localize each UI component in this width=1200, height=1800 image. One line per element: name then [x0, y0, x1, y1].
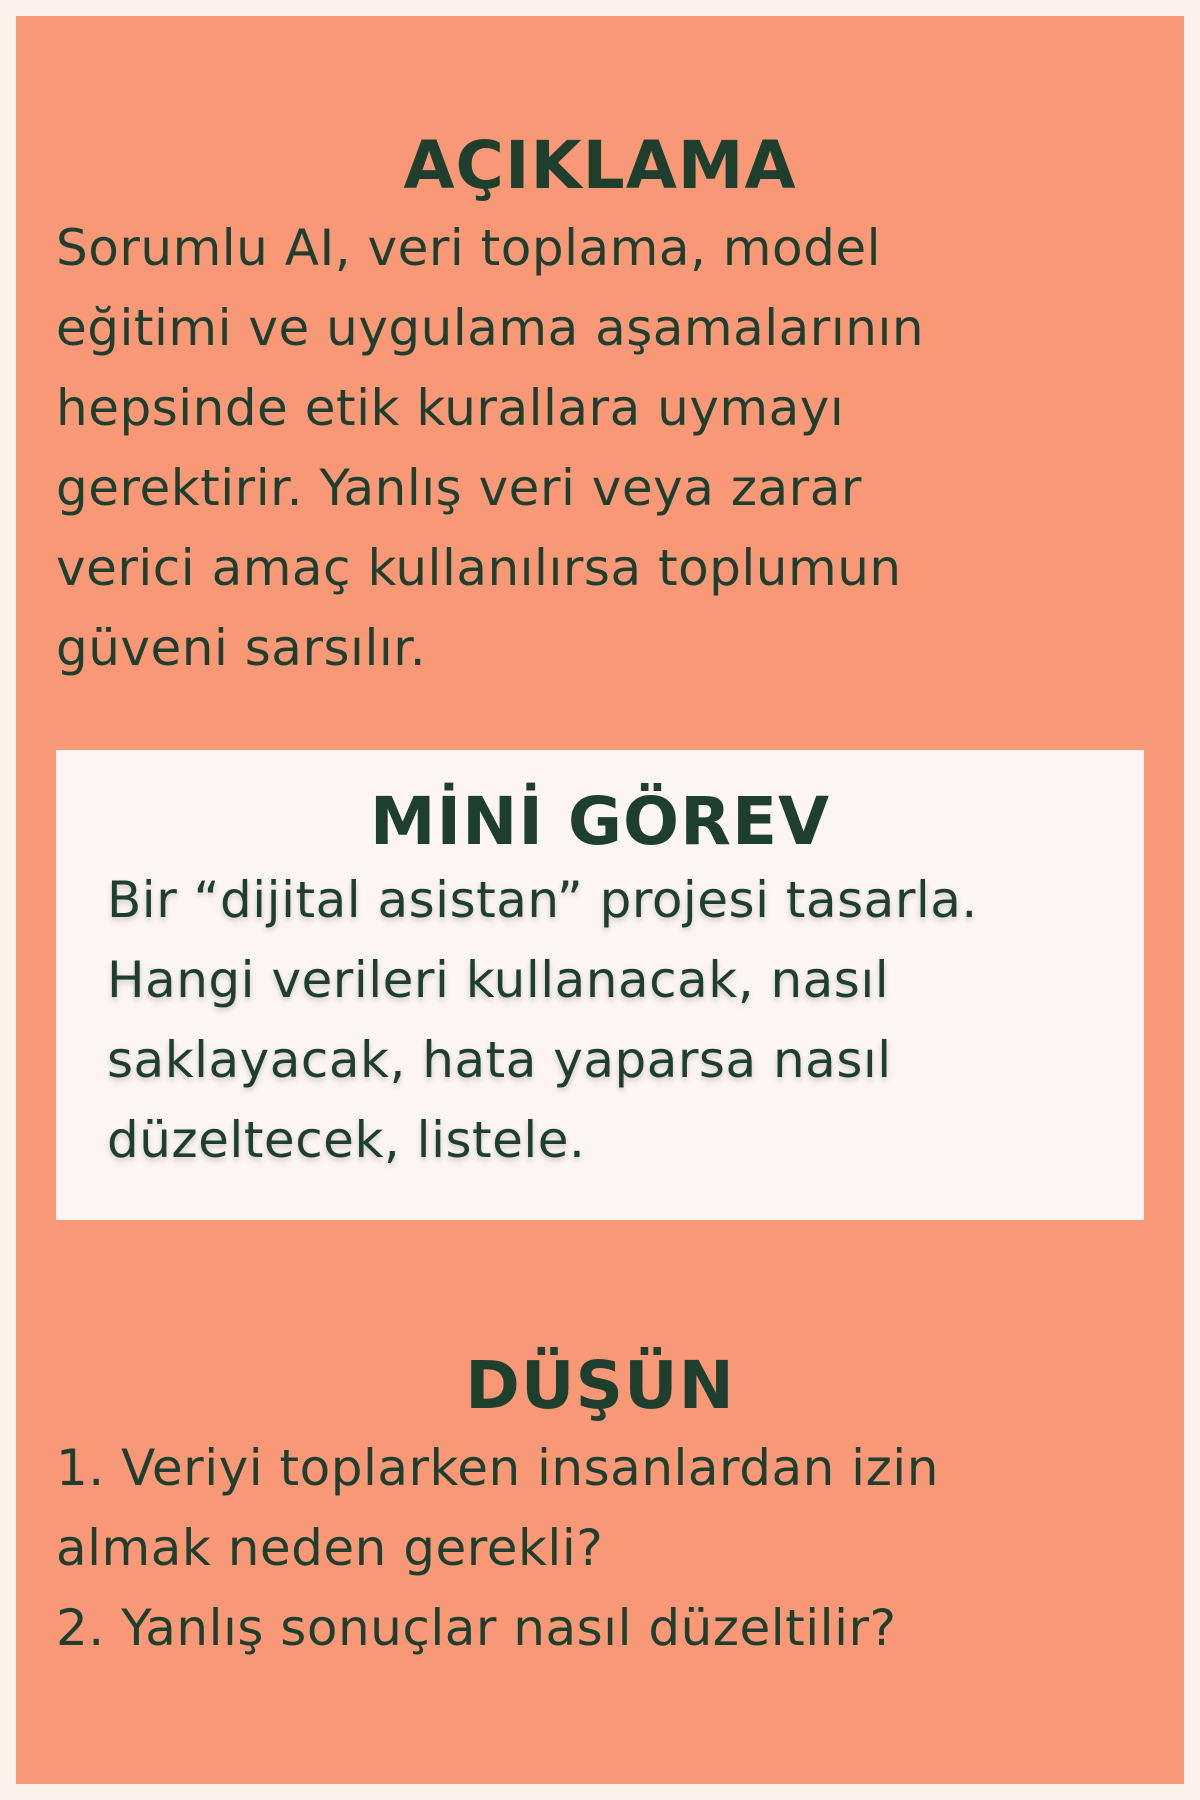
mini-task-title: MİNİ GÖREV — [369, 783, 831, 860]
explanation-line: verici amaç kullanılırsa toplumun — [56, 539, 902, 597]
mini-task-line: saklayacak, hata yaparsa nasıl — [107, 1031, 892, 1089]
explanation-text — [56, 208, 1156, 688]
mini-task-box — [56, 750, 1144, 1220]
mini-task-line: Bir “dijital asistan” projesi tasarla. — [107, 871, 978, 929]
think-title: DÜŞÜN — [465, 1347, 735, 1424]
explanation-title: AÇIKLAMA — [403, 127, 797, 204]
think-line: 1. Veriyi toplarken insanlardan izin — [56, 1439, 939, 1497]
explanation-line: gerektirir. Yanlış veri veya zarar — [56, 459, 862, 517]
explanation-line: güveni sarsılır. — [56, 619, 427, 677]
explanation-line: eğitimi ve uygulama aşamalarının — [56, 299, 925, 357]
mini-task-line: düzeltecek, listele. — [107, 1111, 586, 1169]
think-questions — [56, 1428, 1156, 1668]
explanation-line: Sorumlu AI, veri toplama, model — [56, 219, 881, 277]
info-card — [16, 16, 1184, 1784]
think-line: 2. Yanlış sonuçlar nasıl düzeltilir? — [56, 1599, 897, 1657]
mini-task-text — [107, 860, 1137, 1180]
mini-task-line: Hangi verileri kullanacak, nasıl — [107, 951, 890, 1009]
explanation-line: hepsinde etik kurallara uymayı — [56, 379, 845, 437]
think-line: almak neden gerekli? — [56, 1519, 604, 1577]
